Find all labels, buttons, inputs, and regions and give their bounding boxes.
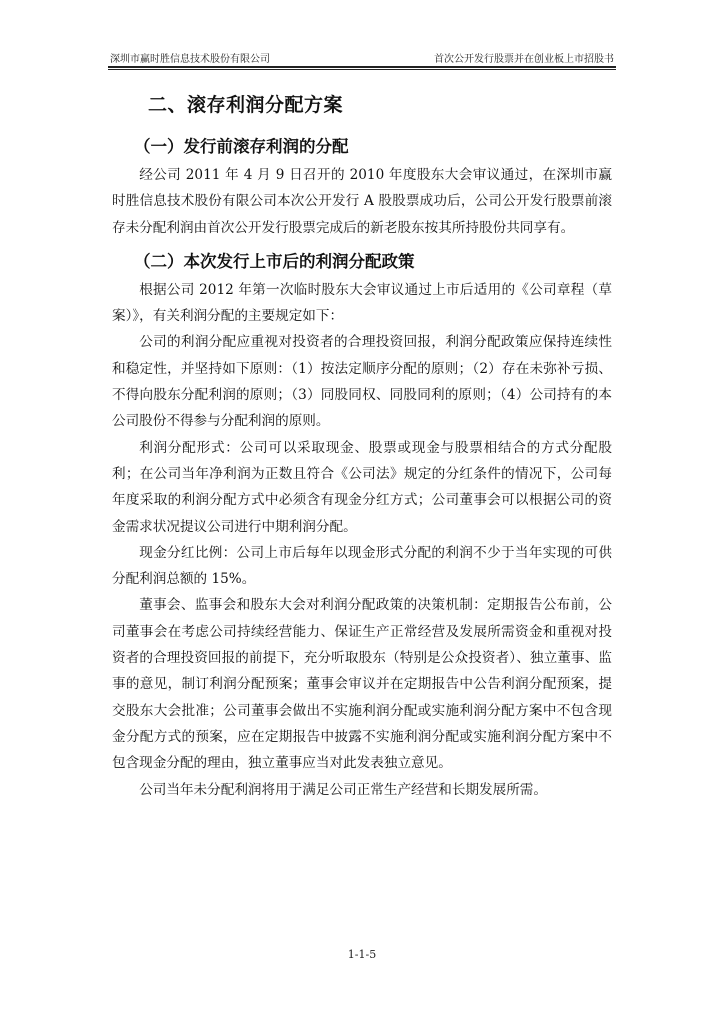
- page-body: [112, 88, 612, 803]
- header-rule-thick: [108, 66, 616, 68]
- paragraph-undistributed-profit: 公司当年未分配利润将用于满足公司正常生产经营和长期发展所需。: [139, 781, 547, 798]
- paragraph-articles-intro: 根据公司 2012 年第一次临时股东大会审议通过上市后适用的《公司章程（草案）》，有关利润分配的主要规定如下：: [112, 281, 612, 325]
- paragraph-principles: 公司的利润分配应重视对投资者的合理投资回报，利润分配政策应保持连续性和稳定性，并坚持如下原则：（1）按法定顺序分配的原则；（2）存在未弥补亏损、不得向股东分配利润的原则；（3）同股同权、同股同利的原则；（4）公司持有的本公司股份不得参与分配利润的原则。: [112, 334, 612, 430]
- header-rule-thin: [108, 69, 616, 70]
- paragraph-distribution-form: 利润分配形式：公司可以采取现金、股票或现金与股票相结合的方式分配股利；在公司当年净利润为正数且符合《公司法》规定的分红条件的情况下，公司每年度采取的利润分配方式中必须含有现金分红方式；公司董事会可以根据公司的资金需求状况提议公司进行中期利润分配。: [112, 439, 612, 535]
- header-company-name: 深圳市赢时胜信息技术股份有限公司: [110, 54, 270, 65]
- section-title: 二、滚存利润分配方案: [148, 94, 344, 116]
- subsection-title-pre-issuance: （一）发行前滚存利润的分配: [134, 137, 349, 156]
- paragraph-retained-profit: 经公司 2011 年 4 月 9 日召开的 2010 年度股东大会审议通过，在深圳市赢时胜信息技术股份有限公司本次公开发行 A 股股票成功后，公司公开发行股票前滚存未分配利润由首次公开发行股票完成后的新老股东按其所持股份共同享有。: [112, 167, 612, 236]
- header-document-title: 首次公开发行股票并在创业板上市招股书: [434, 54, 614, 65]
- page-header: [108, 50, 616, 66]
- paragraph-cash-ratio: 现金分红比例：公司上市后每年以现金形式分配的利润不少于当年实现的可供分配利润总额的 15%。: [112, 544, 612, 588]
- paragraph-decision-mechanism: 董事会、监事会和股东大会对利润分配政策的决策机制：定期报告公布前，公司董事会在考虑公司持续经营能力、保证生产正常经营及发展所需资金和重视对投资者的合理投资回报的前提下，充分听取股东（特别是公众投资者）、独立董事、监事的意见，制订利润分配预案；董事会审议并在定期报告中公告利润分配预案，提交股东大会批准；公司董事会做出不实施利润分配或实施利润分配方案中不包含现金分配方式的预案，应在定期报告中披露不实施利润分配或实施利润分配方案中不包含现金分配的理由，独立董事应当对此发表独立意见。: [112, 597, 612, 772]
- subsection-title-dividend-policy: （二）本次发行上市后的利润分配政策: [134, 251, 415, 271]
- page-number: 1-1-5: [347, 948, 377, 961]
